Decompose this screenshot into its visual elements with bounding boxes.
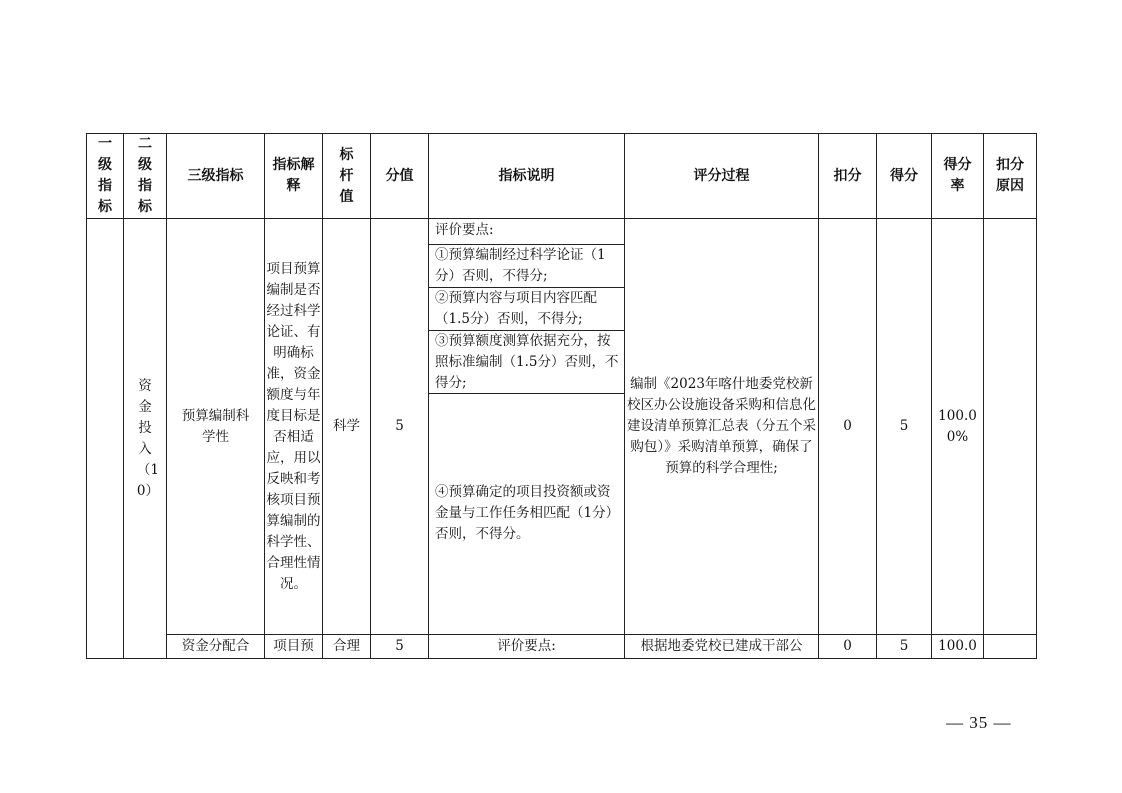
score-cell: 5 bbox=[877, 219, 932, 635]
table-row bbox=[87, 219, 1037, 635]
header-score: 得分 bbox=[877, 134, 932, 219]
header-benchmark: 标杆值 bbox=[323, 134, 371, 219]
header-level2: 二级指标 bbox=[124, 134, 167, 219]
header-deduct-reason: 扣分原因 bbox=[984, 134, 1037, 219]
score-cell: 5 bbox=[877, 635, 932, 659]
table-row bbox=[87, 635, 1037, 659]
description-cell bbox=[429, 219, 625, 635]
benchmark-cell: 合理 bbox=[323, 635, 371, 659]
description-item-1: ①预算编制经过科学论证（1分）否则，不得分; bbox=[429, 245, 624, 288]
description-heading: 评价要点: bbox=[429, 220, 624, 245]
description-item-2: ②预算内容与项目内容匹配（1.5分）否则，不得分; bbox=[429, 288, 624, 331]
header-score-value: 分值 bbox=[371, 134, 429, 219]
deduct-cell: 0 bbox=[819, 635, 877, 659]
level3-cell: 预算编制科学性 bbox=[167, 219, 265, 635]
process-cell: 编制《2023年喀什地委党校新校区办公设施设备采购和信息化建设清单预算汇总表（分五个采购包）》采购清单预算，确保了预算的科学合理性; bbox=[625, 219, 819, 635]
evaluation-table bbox=[86, 133, 1037, 659]
explain-cell: 项目预 bbox=[265, 635, 323, 659]
deduct-reason-cell bbox=[984, 635, 1037, 659]
deduct-reason-cell bbox=[984, 219, 1037, 635]
header-deduct: 扣分 bbox=[819, 134, 877, 219]
page-number: — 35 — bbox=[946, 713, 1012, 732]
header-description: 指标说明 bbox=[429, 134, 625, 219]
header-rate: 得分率 bbox=[932, 134, 984, 219]
level2-cell: 资金投入（10） bbox=[124, 219, 167, 659]
score-value-cell: 5 bbox=[371, 635, 429, 659]
header-level3: 三级指标 bbox=[167, 134, 265, 219]
rate-cell: 100.0 bbox=[932, 635, 984, 659]
header-process: 评分过程 bbox=[625, 134, 819, 219]
deduct-cell: 0 bbox=[819, 219, 877, 635]
description-item-3: ③预算额度测算依据充分，按照标准编制（1.5分）否则，不得分; bbox=[429, 331, 624, 394]
description-cell: 评价要点: bbox=[429, 635, 625, 659]
explain-cell: 项目预算编制是否经过科学论证、有明确标准，资金额度与年度目标是否相适应，用以反映和考核项目预算编制的科学性、合理性情况。 bbox=[265, 219, 323, 635]
score-value-cell: 5 bbox=[371, 219, 429, 635]
rate-cell: 100.00% bbox=[932, 219, 984, 635]
evaluation-table-container bbox=[86, 133, 1036, 659]
header-explain: 指标解释 bbox=[265, 134, 323, 219]
benchmark-cell: 科学 bbox=[323, 219, 371, 635]
header-row bbox=[87, 134, 1037, 219]
process-cell: 根据地委党校已建成干部公 bbox=[625, 635, 819, 659]
level3-cell: 资金分配合 bbox=[167, 635, 265, 659]
description-item-4: ④预算确定的项目投资额或资金量与工作任务相匹配（1分）否则，不得分。 bbox=[435, 484, 620, 542]
header-level1: 一级指标 bbox=[87, 134, 124, 219]
level1-cell bbox=[87, 219, 124, 659]
